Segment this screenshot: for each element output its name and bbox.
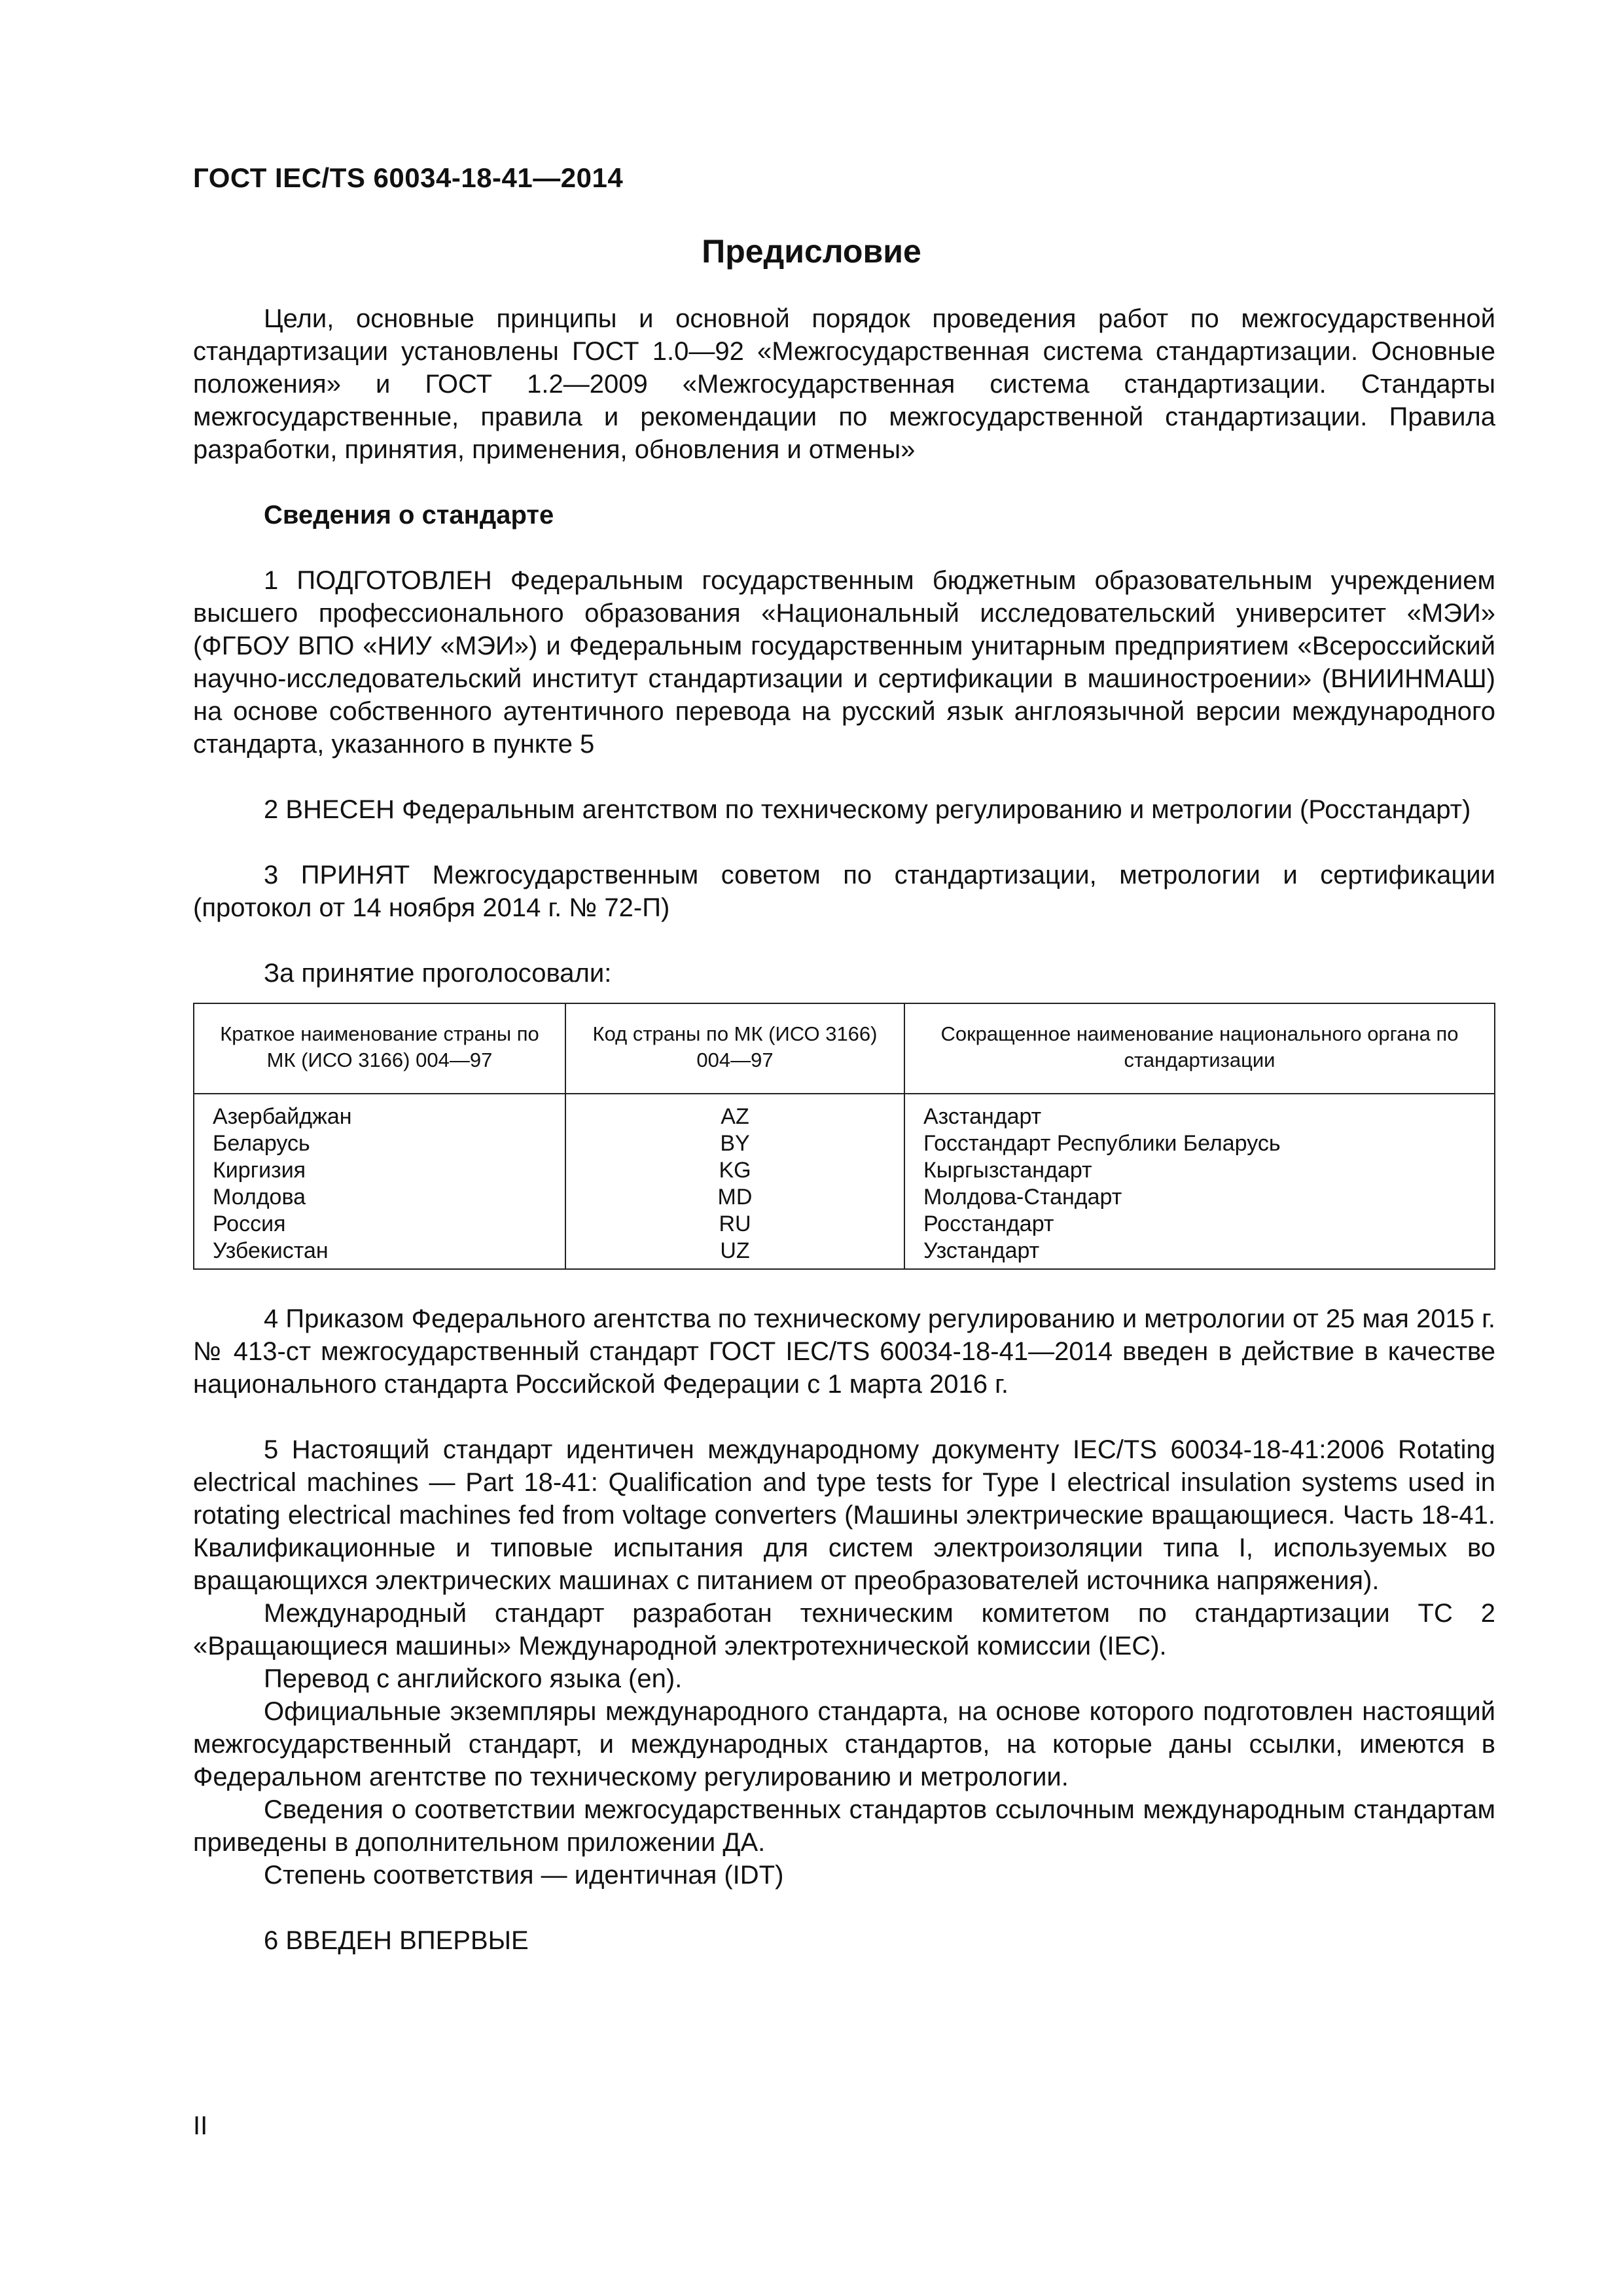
item-6-paragraph: 6 ВВЕДЕН ВПЕРВЫЕ bbox=[264, 1926, 529, 1955]
header-country-code: Код страны по МК (ИСО 3166) 004—97 bbox=[565, 1003, 904, 1094]
country-name: Россия bbox=[213, 1211, 286, 1236]
votes-table bbox=[193, 1003, 1495, 1270]
standards-body: Молдова-Стандарт bbox=[923, 1185, 1122, 1210]
item-2-paragraph: 2 ВНЕСЕН Федеральным агентством по техническому регулированию и метрологии (Росстандарт) bbox=[264, 795, 1471, 824]
standards-body: Узстандарт bbox=[923, 1238, 1040, 1263]
foreword-body bbox=[193, 302, 1495, 1957]
country-code: MD bbox=[717, 1185, 753, 1210]
country-code: KG bbox=[719, 1158, 751, 1183]
page-title: Предисловие bbox=[702, 233, 921, 270]
country-code: BY bbox=[720, 1131, 750, 1156]
country-names-cell bbox=[194, 1094, 565, 1269]
item-3-paragraph: 3 ПРИНЯТ Межгосударственным советом по стандартизации, метрологии и сертификации (протокол от 14 ноября 2014 г. № 72-П) bbox=[193, 861, 1495, 922]
standards-bodies-cell bbox=[904, 1094, 1495, 1269]
country-name: Беларусь bbox=[213, 1131, 310, 1156]
item-5-degree-paragraph: Степень соответствия — идентичная (IDT) bbox=[264, 1861, 784, 1890]
page-number: II bbox=[193, 2111, 208, 2140]
country-codes-cell bbox=[565, 1094, 904, 1269]
votes-table-header-row bbox=[194, 1003, 1495, 1094]
country-code: RU bbox=[719, 1211, 751, 1236]
country-code: UZ bbox=[720, 1238, 750, 1263]
votes-label: За принятие проголосовали: bbox=[264, 959, 612, 988]
header-country-name: Краткое наименование страны по МК (ИСО 3166) 004—97 bbox=[194, 1003, 565, 1094]
country-code: AZ bbox=[721, 1104, 749, 1129]
standards-body: Азстандарт bbox=[923, 1104, 1042, 1129]
country-name: Киргизия bbox=[213, 1158, 306, 1183]
country-name: Молдова bbox=[213, 1185, 306, 1210]
standards-body: Кыргызстандарт bbox=[923, 1158, 1092, 1183]
votes-table-row bbox=[194, 1094, 1495, 1269]
item-5-conformity-paragraph: Сведения о соответствии межгосударственных стандартов ссылочным международным стандартам приведены в дополнительном приложении ДА. bbox=[193, 1795, 1495, 1857]
item-5-official-copies-paragraph: Официальные экземпляры международного стандарта, на основе которого подготовлен настоящий межгосударственный стандарт, и международных стандартов, на которые даны ссылки, имеются в Федеральном агентстве по техническому регулированию и метрологии. bbox=[193, 1697, 1495, 1791]
item-4-paragraph: 4 Приказом Федерального агентства по техническому регулированию и метрологии от 25 мая 2015 г. № 413-ст межгосударственный стандарт ГОСТ IEC/TS 60034-18-41—2014 введен в действие в качестве национального стандарта Российской Федерации с 1 марта 2016 г. bbox=[193, 1304, 1495, 1399]
item-5-committee-paragraph: Международный стандарт разработан техническим комитетом по стандартизации TC 2 «Вращающиеся машины» Международной электротехнической комиссии (IEC). bbox=[193, 1599, 1495, 1660]
item-5-translation-paragraph: Перевод с английского языка (en). bbox=[264, 1664, 683, 1693]
standards-body: Госстандарт Республики Беларусь bbox=[923, 1131, 1281, 1156]
item-5-paragraph: 5 Настоящий стандарт идентичен международному документу IEC/TS 60034-18-41:2006 Rotating electrical machines — Part 18-41: Qualification and type tests for Type I electrical insulation systems used in rotating electrical machines fed from voltage converters (Машины электрические вращающиеся. Часть 18-41. Квалификационные и типовые испытания для систем электроизоляции типа I, используемых во вращающихся электрических машинах с питанием от преобразователей источника напряжения). bbox=[193, 1435, 1495, 1595]
header-standards-body: Сокращенное наименование национального органа по стандартизации bbox=[904, 1003, 1495, 1094]
section-subheading: Сведения о стандарте bbox=[264, 501, 554, 529]
country-name: Азербайджан bbox=[213, 1104, 352, 1129]
standards-body: Росстандарт bbox=[923, 1211, 1054, 1236]
item-1-paragraph: 1 ПОДГОТОВЛЕН Федеральным государственным бюджетным образовательным учреждением высшего профессионального образования «Национальный исследовательский университет «МЭИ» (ФГБОУ ВПО «НИУ «МЭИ») и Федеральным государственным унитарным предприятием «Всероссийский научно-исследовательский институт стандартизации и сертификации в машиностроении» (ВНИИНМАШ) на основе собственного аутентичного перевода на русский язык англоязычной версии международного стандарта, указанного в пункте 5 bbox=[193, 566, 1495, 759]
document-code: ГОСТ IEC/TS 60034-18-41—2014 bbox=[193, 162, 624, 193]
country-name: Узбекистан bbox=[213, 1238, 329, 1263]
intro-paragraph: Цели, основные принципы и основной порядок проведения работ по межгосударственной стандартизации установлены ГОСТ 1.0—92 «Межгосударственная система стандартизации. Основные положения» и ГОСТ 1.2—2009 «Межгосударственная система стандартизации. Стандарты межгосударственные, правила и рекомендации по межгосударственной стандартизации. Правила разработки, принятия, применения, обновления и отмены» bbox=[193, 304, 1495, 464]
